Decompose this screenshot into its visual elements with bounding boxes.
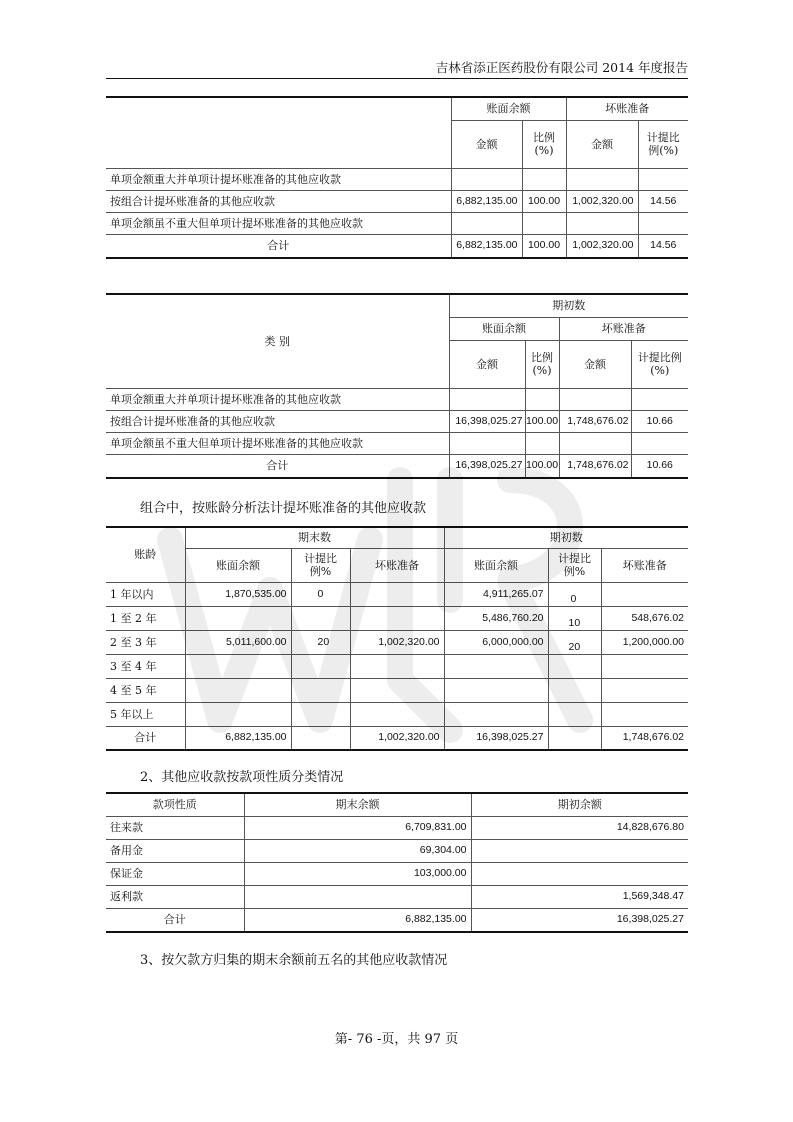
table-row: [106, 388, 688, 410]
column-header: 坏账准备: [601, 548, 688, 582]
column-header: 账面余额: [444, 548, 548, 582]
table-cell: [444, 654, 548, 678]
table-row: [106, 862, 688, 885]
group-header: 坏账准备: [566, 97, 688, 120]
row-label: 单项金额重大并单项计提坏账准备的其他应收款: [106, 388, 449, 410]
row-label: 单项金额虽不重大但单项计提坏账准备的其他应收款: [106, 212, 451, 234]
table-corner: [106, 97, 451, 168]
table-cell: [350, 702, 444, 726]
table-cell: [601, 654, 688, 678]
table-row: [106, 168, 688, 190]
page-number: 第- 76 -页，共 97 页: [334, 1032, 459, 1047]
age-header: 账龄: [106, 527, 185, 582]
table-cell: 0: [291, 582, 350, 606]
table-cell: [525, 388, 559, 410]
row-label: 合计: [106, 234, 451, 258]
table-cell: [185, 702, 291, 726]
column-header: 金额: [559, 340, 631, 388]
table-opening-balance-by-category: [106, 293, 688, 479]
section-paragraph: 组合中，按账龄分析法计提坏账准备的其他应收款: [140, 501, 427, 516]
table-cell: 6,882,135.00: [244, 908, 471, 932]
table-row: [106, 678, 688, 702]
page-header-title: 吉林省添正医药股份有限公司 2014 年度报告: [435, 60, 688, 75]
table-cell: [559, 432, 631, 454]
table-cell: [350, 582, 444, 606]
table-cell: 1,569,348.47: [471, 885, 688, 908]
table-row: [106, 702, 688, 726]
row-label: 4 至 5 年: [106, 678, 185, 702]
table-cell: [350, 678, 444, 702]
period-header: 期初数: [449, 294, 688, 317]
table-cell: [471, 839, 688, 862]
table-cell: 6,882,135.00: [451, 234, 522, 258]
column-header: 计提比例%: [291, 548, 350, 582]
table-cell: 14.56: [638, 234, 688, 258]
table-cell: 4,911,265.07: [444, 582, 548, 606]
table-cell: 16,398,025.27: [471, 908, 688, 932]
table-cell: [350, 606, 444, 630]
row-label: 3 至 4 年: [106, 654, 185, 678]
table-cell: 1,748,676.02: [559, 454, 631, 478]
column-header: 坏账准备: [350, 548, 444, 582]
column-header: 金额: [566, 120, 638, 168]
table-total-row: [106, 908, 688, 932]
table-cell: [291, 726, 350, 750]
row-label: 1 年以内: [106, 582, 185, 606]
table-cell: 548,676.02: [601, 606, 688, 630]
row-label: 备用金: [106, 839, 244, 862]
table-cell: 100.00: [522, 234, 566, 258]
table-row: [106, 410, 688, 432]
row-label: 合计: [106, 454, 449, 478]
period-header: 期初数: [444, 527, 688, 548]
column-header: 金额: [451, 120, 522, 168]
table-cell: 103,000.00: [244, 862, 471, 885]
table-cell: 10.66: [631, 454, 688, 478]
table-cell: 6,882,135.00: [185, 726, 291, 750]
column-header: 计提比例(%): [638, 120, 688, 168]
table-cell: [548, 654, 601, 678]
row-label: 按组合计提坏账准备的其他应收款: [106, 190, 451, 212]
table-cell: 1,200,000.00: [601, 630, 688, 654]
table-cell: 1,870,535.00: [185, 582, 291, 606]
column-header: 金额: [449, 340, 525, 388]
table-total-row: [106, 234, 688, 258]
table-cell: [291, 654, 350, 678]
table-cell: 1,002,320.00: [566, 190, 638, 212]
table-cell: 6,000,000.00: [444, 630, 548, 654]
group-header: 账面余额: [449, 317, 559, 340]
table-cell: [471, 862, 688, 885]
table-cell: [185, 678, 291, 702]
table-cell: 1,002,320.00: [350, 726, 444, 750]
table-cell: [548, 702, 601, 726]
table-cell: [601, 702, 688, 726]
table-cell: [548, 726, 601, 750]
table-cell: 0: [548, 582, 601, 606]
table-cell: 14.56: [638, 190, 688, 212]
column-header: 比例(%): [525, 340, 559, 388]
table-total-row: [106, 454, 688, 478]
table-cell: 100.00: [522, 190, 566, 212]
table-cell: 100.00: [525, 410, 559, 432]
table-cell: [559, 388, 631, 410]
column-header: 计提比例%: [548, 548, 601, 582]
table-row: [106, 432, 688, 454]
table-cell: [444, 702, 548, 726]
row-label: 2 至 3 年: [106, 630, 185, 654]
column-header: 比例(%): [522, 120, 566, 168]
table-cell: [444, 678, 548, 702]
table-cell: [566, 168, 638, 190]
column-header: 计提比例(%): [631, 340, 688, 388]
table-cell: [185, 606, 291, 630]
table-aging-analysis: [106, 526, 688, 751]
table-cell: 69,304.00: [244, 839, 471, 862]
table-cell: [449, 388, 525, 410]
table-by-nature: [106, 792, 688, 933]
row-label: 单项金额虽不重大但单项计提坏账准备的其他应收款: [106, 432, 449, 454]
row-label: 合计: [106, 908, 244, 932]
table-cell: 5,011,600.00: [185, 630, 291, 654]
table-row: [106, 630, 688, 654]
table-row: [106, 654, 688, 678]
row-label: 返利款: [106, 885, 244, 908]
section-heading: 3、按欠款方归集的期末余额前五名的其他应收款情况: [140, 953, 448, 968]
table-row: [106, 839, 688, 862]
table-row: [106, 212, 688, 234]
table-cell: [638, 168, 688, 190]
table-cell: [291, 606, 350, 630]
table-row: [106, 606, 688, 630]
table-cell: 10.66: [631, 410, 688, 432]
table-cell: [601, 582, 688, 606]
table-cell: 20: [291, 630, 350, 654]
table-cell: 1,748,676.02: [559, 410, 631, 432]
column-header: 期初余额: [471, 793, 688, 816]
table-cell: [451, 212, 522, 234]
table-cell: [601, 678, 688, 702]
period-header: 期末数: [185, 527, 444, 548]
table-row: [106, 582, 688, 606]
section-heading: 2、其他应收款按款项性质分类情况: [140, 770, 344, 785]
group-header: 账面余额: [451, 97, 566, 120]
table-cell: 1,002,320.00: [566, 234, 638, 258]
table-cell: 20: [548, 630, 601, 654]
row-label: 1 至 2 年: [106, 606, 185, 630]
row-label: 按组合计提坏账准备的其他应收款: [106, 410, 449, 432]
table-cell: 100.00: [525, 454, 559, 478]
row-label: 5 年以上: [106, 702, 185, 726]
table-total-row: [106, 726, 688, 750]
table-cell: [449, 432, 525, 454]
table-cell: [244, 885, 471, 908]
group-header: 坏账准备: [559, 317, 688, 340]
table-cell: [525, 432, 559, 454]
table-cell: [566, 212, 638, 234]
column-header: 款项性质: [106, 793, 244, 816]
table-row: [106, 190, 688, 212]
table-cell: [638, 212, 688, 234]
column-header: 期末余额: [244, 793, 471, 816]
table-cell: 16,398,025.27: [449, 410, 525, 432]
row-label: 保证金: [106, 862, 244, 885]
table-cell: 5,486,760.20: [444, 606, 548, 630]
table-cell: [185, 654, 291, 678]
table-cell: [631, 432, 688, 454]
table-cell: [631, 388, 688, 410]
table-row: [106, 885, 688, 908]
table-cell: 16,398,025.27: [444, 726, 548, 750]
row-label: 合计: [106, 726, 185, 750]
category-header: 类 别: [106, 294, 449, 388]
table-cell: 1,748,676.02: [601, 726, 688, 750]
row-label: 往来款: [106, 816, 244, 839]
header-divider: [106, 78, 688, 79]
table-cell: 6,882,135.00: [451, 190, 522, 212]
table-cell: 16,398,025.27: [449, 454, 525, 478]
table-cell: 14,828,676.80: [471, 816, 688, 839]
table-cell: [451, 168, 522, 190]
table-cell: [291, 678, 350, 702]
table-cell: [548, 678, 601, 702]
table-cell: 10: [548, 606, 601, 630]
row-label: 单项金额重大并单项计提坏账准备的其他应收款: [106, 168, 451, 190]
table-cell: [350, 654, 444, 678]
table-cell: 6,709,831.00: [244, 816, 471, 839]
table-row: [106, 816, 688, 839]
table-cell: 1,002,320.00: [350, 630, 444, 654]
table-cell: [522, 168, 566, 190]
table-cell: [291, 702, 350, 726]
column-header: 账面余额: [185, 548, 291, 582]
table-cell: [522, 212, 566, 234]
table-closing-balance-by-category: [106, 96, 688, 259]
